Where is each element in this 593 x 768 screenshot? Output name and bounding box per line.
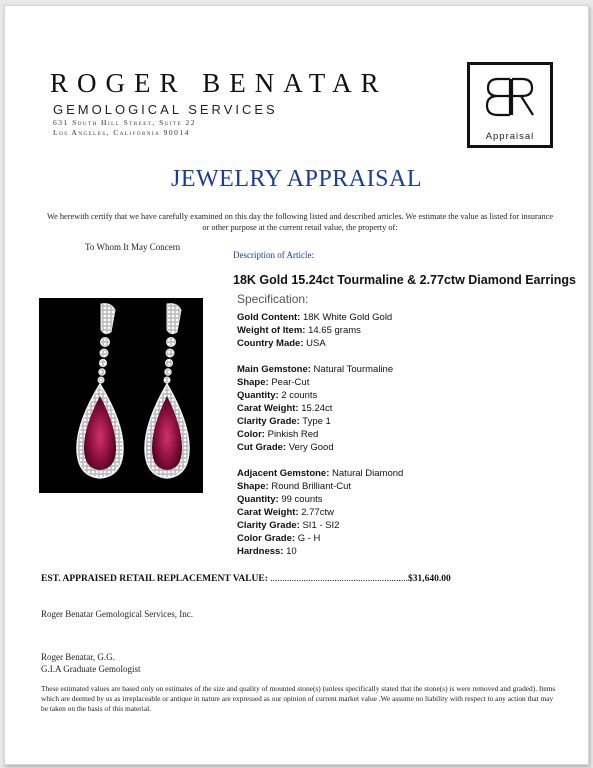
- spec-label: Shape:: [237, 481, 269, 492]
- left-earring: [77, 304, 123, 478]
- rb-monogram-logo: [467, 62, 553, 148]
- spec-value: 15.24ct: [301, 403, 333, 414]
- spec-row: [237, 441, 403, 454]
- spec-value: 2.77ctw: [301, 507, 334, 518]
- spec-row: [237, 415, 403, 428]
- address-line-1: 631 South Hill Street, Suite 22: [53, 118, 197, 127]
- recipient: To Whom It May Concern: [85, 242, 181, 252]
- spec-label: Color Grade:: [237, 533, 296, 544]
- spec-value: 14.65 grams: [308, 325, 361, 336]
- spec-row: [237, 467, 403, 480]
- spec-label: Hardness:: [237, 546, 284, 557]
- signer-title: G.I.A Graduate Gemologist: [41, 664, 141, 674]
- spec-label: Country Made:: [237, 338, 304, 349]
- appraised-value-dots: ..........................................................: [267, 574, 409, 584]
- appraised-value-label: EST. APPRAISED RETAIL REPLACEMENT VALUE:: [41, 574, 268, 584]
- spec-label: Carat Weight:: [237, 507, 299, 518]
- spec-row: [237, 402, 403, 415]
- appraisal-document: [4, 5, 589, 765]
- spec-label: Clarity Grade:: [237, 520, 300, 531]
- right-earring: [145, 304, 189, 478]
- spec-row: [237, 506, 403, 519]
- spec-row: [237, 519, 403, 532]
- spec-label: Shape:: [237, 377, 269, 388]
- appraised-value-line: [41, 574, 451, 584]
- spec-value: 10: [286, 546, 297, 557]
- spec-row: [237, 363, 403, 376]
- spec-row: [237, 311, 403, 324]
- spec-value: G - H: [297, 533, 321, 544]
- logo-caption: Appraisal: [485, 131, 535, 142]
- company-name: Roger Benatar Gemological Services, Inc.: [41, 609, 193, 619]
- specification-list: [237, 311, 403, 558]
- earrings-photo: [39, 298, 203, 493]
- brand-subtitle: GEMOLOGICAL SERVICES: [53, 102, 278, 117]
- spec-value: USA: [306, 338, 326, 349]
- description-label: Description of Article:: [233, 250, 314, 260]
- certification-text: We herewith certify that we have carefully examined on this day the following listed and described articles. We estimate the value as listed for insurance or other purpose at the current retail value, the property of:: [46, 212, 554, 232]
- spec-row: [237, 428, 403, 441]
- spec-label: Quantity:: [237, 390, 279, 401]
- spec-label: Carat Weight:: [237, 403, 299, 414]
- brand-name: ROGER BENATAR: [50, 68, 388, 98]
- spec-label: Gold Content:: [237, 312, 301, 323]
- spec-value: Natural Diamond: [332, 468, 404, 479]
- spec-value: Pear-Cut: [271, 377, 310, 388]
- spec-label: Main Gemstone:: [237, 364, 311, 375]
- spec-label: Color:: [237, 429, 265, 440]
- spec-row: [237, 545, 403, 558]
- spec-value: Round Brilliant-Cut: [271, 481, 352, 492]
- spec-value: 2 counts: [281, 390, 318, 401]
- spec-value: Pinkish Red: [267, 429, 319, 440]
- spec-row: [237, 532, 403, 545]
- spec-value: Natural Tourmaline: [313, 364, 394, 375]
- item-title: 18K Gold 15.24ct Tourmaline & 2.77ctw Diamond Earrings: [233, 273, 576, 287]
- spec-value: SI1 - SI2: [302, 520, 340, 531]
- spec-value: 18K White Gold Gold: [302, 312, 393, 323]
- spec-label: Cut Grade:: [237, 442, 287, 453]
- spec-label: Quantity:: [237, 494, 279, 505]
- spec-value: 99 counts: [281, 494, 323, 505]
- spec-row: [237, 324, 403, 337]
- spec-row: [237, 376, 403, 389]
- appraised-value-amount: $31,640.00: [408, 574, 451, 584]
- spec-value: Type 1: [302, 416, 331, 427]
- spec-value: Very Good: [288, 442, 334, 453]
- document-title: JEWELRY APPRAISAL: [171, 166, 422, 192]
- spec-row: [237, 480, 403, 493]
- specification-label: Specification:: [237, 292, 309, 306]
- signer-name: Roger Benatar, G.G.: [41, 652, 115, 662]
- spec-label: Weight of Item:: [237, 325, 306, 336]
- spec-row: [237, 389, 403, 402]
- address-line-2: Los Angeles, California 90014: [53, 128, 190, 137]
- spec-row: [237, 493, 403, 506]
- spec-label: Clarity Grade:: [237, 416, 300, 427]
- spec-label: Adjacent Gemstone:: [237, 468, 330, 479]
- spec-row: [237, 337, 403, 350]
- disclaimer-text: These estimated values are based only on estimates of the size and quality of mounted stone(s) (unless specifically stated that the stone(s) is were removed and graded). Items which are deemed by us as irreplaceable or antique in nature are expressed as our opinion of current market value .We assume no liability with respect to any action that may be taken on the basis of this material.: [41, 684, 556, 713]
